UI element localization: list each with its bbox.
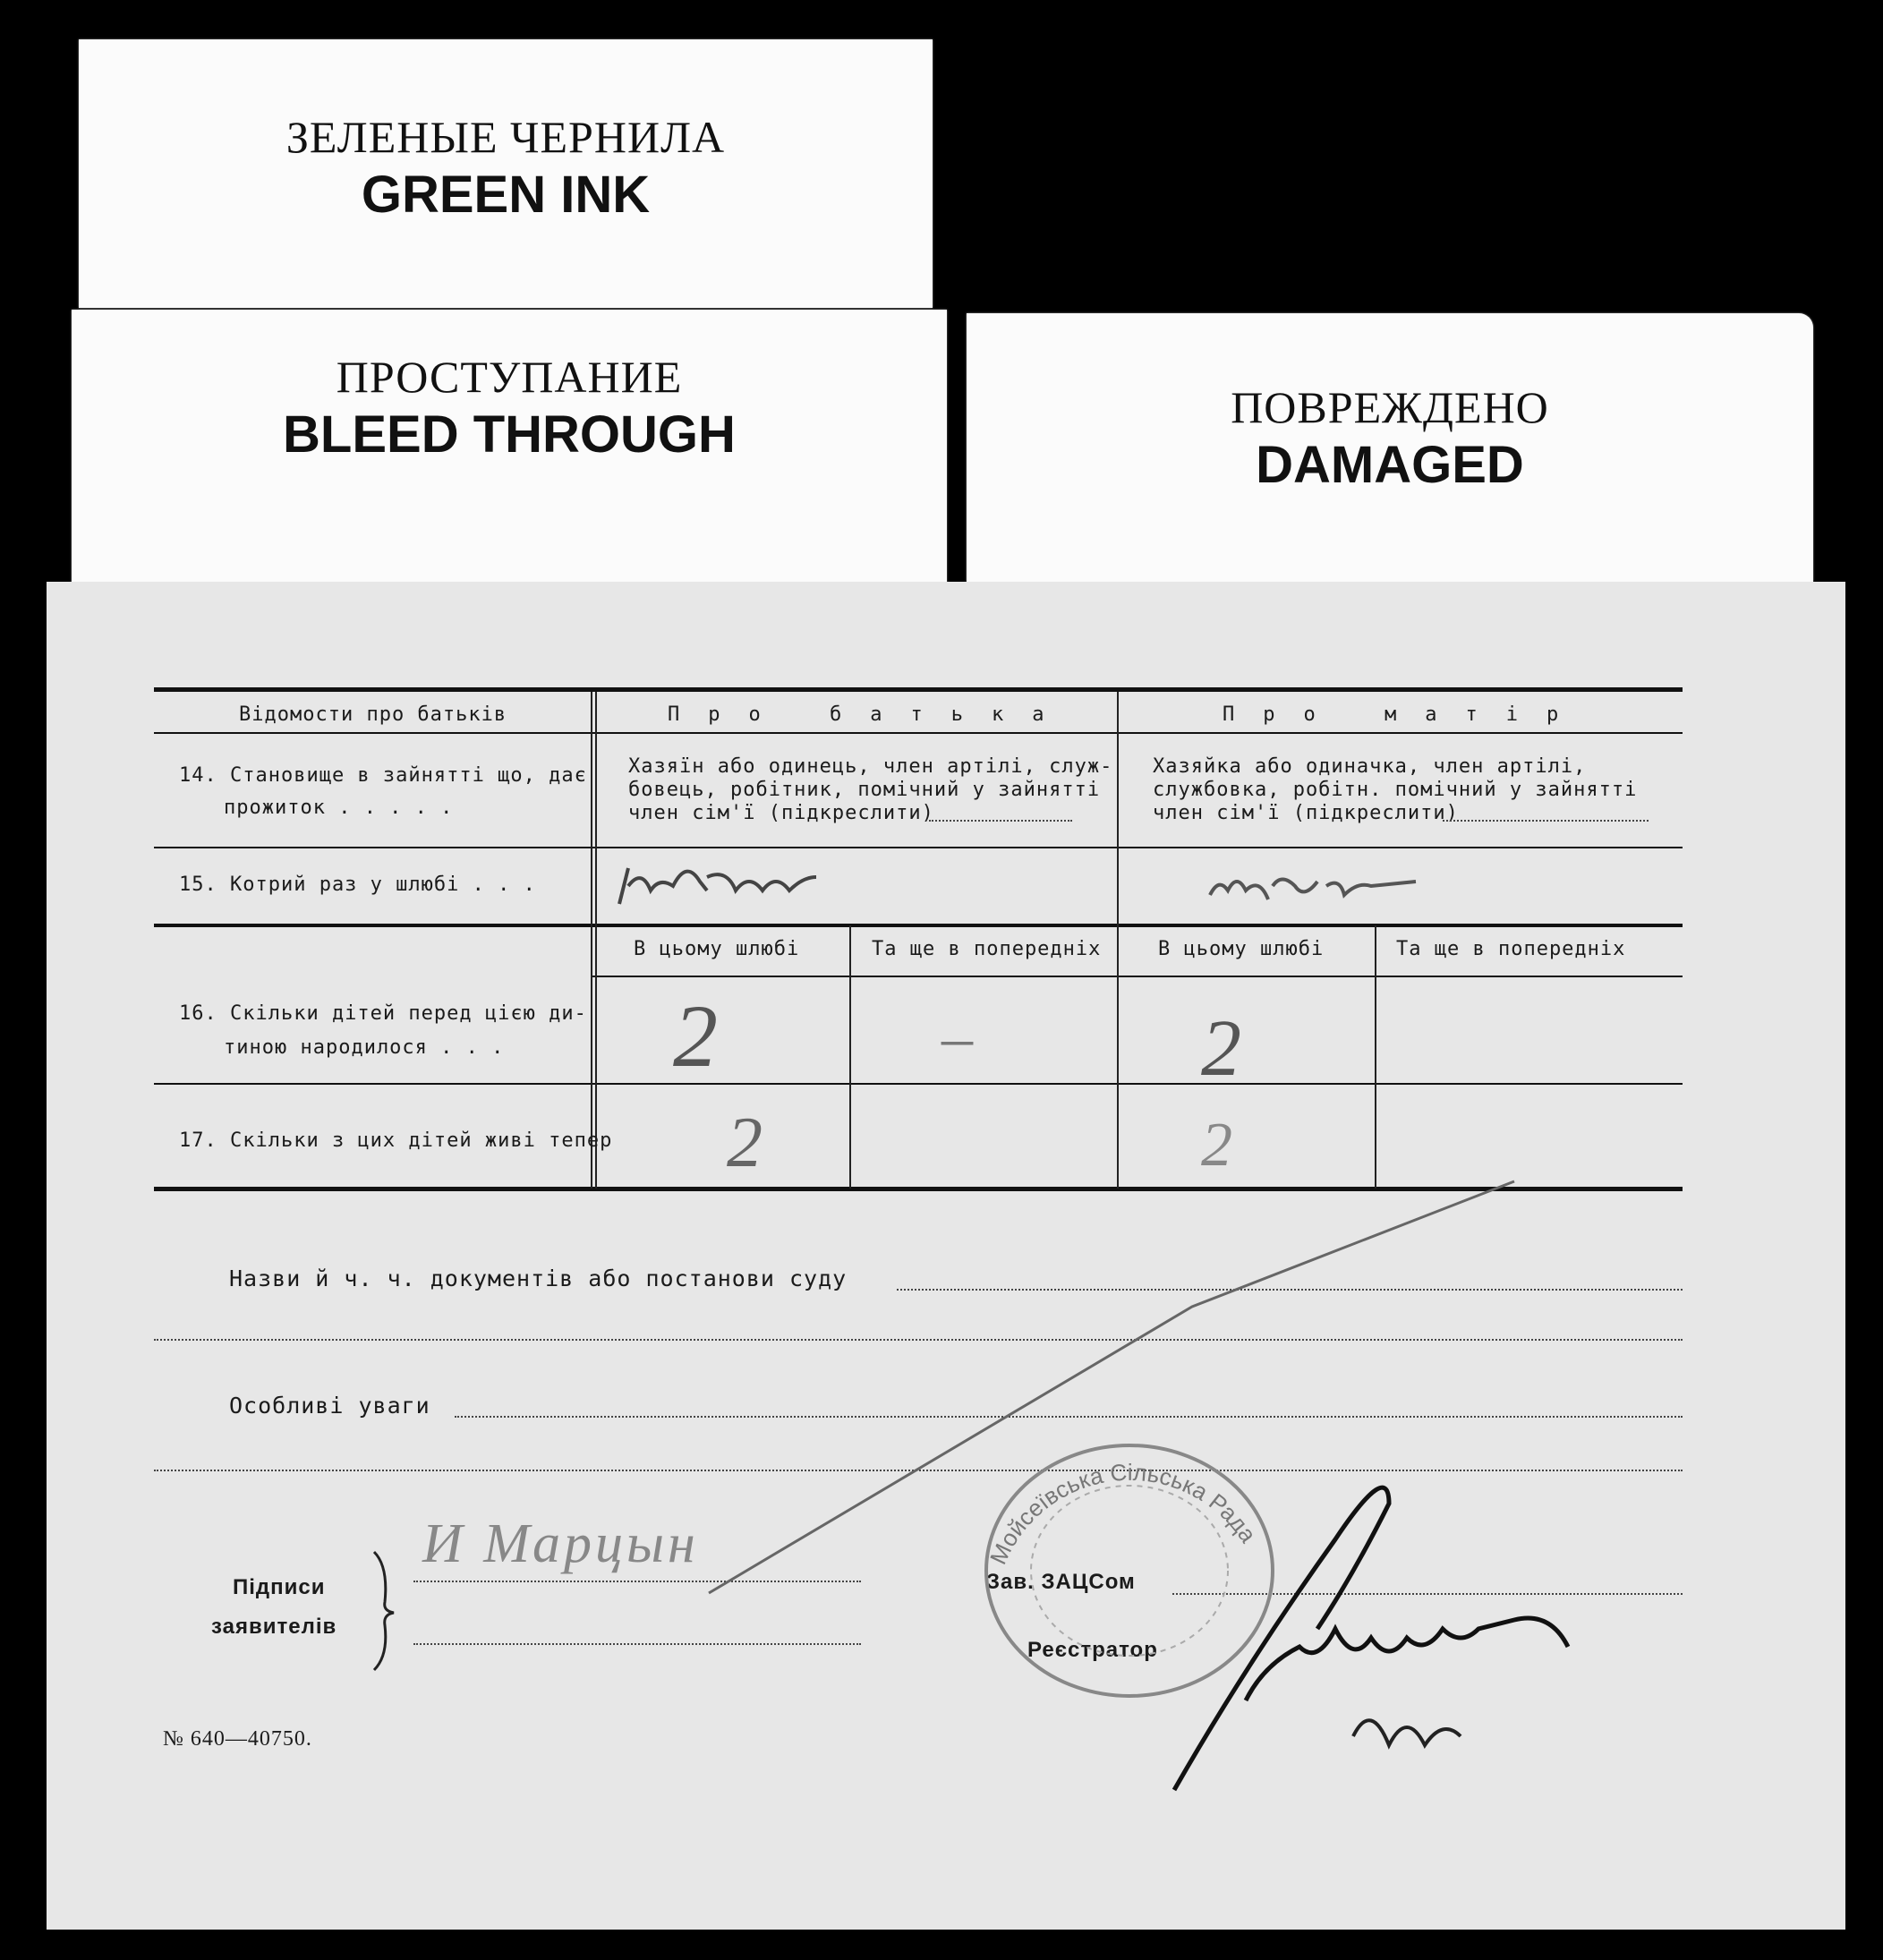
bleed-through-label-ru: ПРОСТУПАНИЕ <box>336 352 683 402</box>
row14-mother-line: член сім'ї (підкреслити) <box>1153 802 1459 824</box>
damaged-label-ru: ПОВРЕЖДЕНО <box>1231 382 1549 432</box>
row17-father-this: 2 <box>727 1104 763 1182</box>
damaged-label-en: DAMAGED <box>1256 436 1524 494</box>
stamp-text: Мойсеївська Сільська Рада <box>984 1458 1262 1569</box>
row14-mother-line: Хазяйка або одиначка, член артілі, <box>1153 755 1587 778</box>
fill-line <box>1443 820 1649 822</box>
row14-mother-line: службовка, робітн. помічний у зайнятті <box>1153 779 1638 801</box>
notes-label: Особливі уваги <box>229 1393 430 1419</box>
table-top-rule <box>154 687 1683 692</box>
applicant-signature: И Марцын <box>422 1513 699 1574</box>
row16-label: 16. Скільки дітей перед цією ди- <box>179 1002 587 1025</box>
signatures-label: Підписи <box>233 1575 326 1599</box>
row15-father-handwriting <box>601 850 870 922</box>
table-column-rule <box>1375 925 1376 1189</box>
pen-strokes <box>566 1163 1729 1808</box>
subheader-mother-this: В цьому шлюбі <box>1158 938 1325 960</box>
row16-father-this: 2 <box>673 986 719 1086</box>
head-label: Зав. ЗАЦСом <box>986 1570 1136 1594</box>
form-page <box>47 582 1845 1930</box>
row14-father-line: бовець, робітник, помічний у зайнятті <box>628 779 1101 801</box>
row15-mother-handwriting <box>1192 850 1461 922</box>
row17-label: 17. Скільки з цих дітей живі тепер <box>179 1129 613 1152</box>
header-parents-info: Відомости про батьків <box>239 703 507 726</box>
bleed-through-label-en: BLEED THROUGH <box>283 405 736 464</box>
row14-label-cont: прожиток . . . . . <box>224 797 454 819</box>
row16-mother-this: 2 <box>1201 1004 1242 1093</box>
header-father: Про батька <box>668 703 1073 726</box>
table-column-rule <box>849 925 851 1189</box>
table-rule <box>154 732 1683 734</box>
damaged-label-card <box>967 313 1813 582</box>
header-mother: Про матір <box>1223 703 1588 726</box>
bleed-through-label-card <box>72 310 947 587</box>
green-ink-label-ru: ЗЕЛЕНЫЕ ЧЕРНИЛА <box>285 112 726 162</box>
table-column-rule <box>591 692 592 1189</box>
green-ink-label-en: GREEN INK <box>361 166 651 224</box>
table-rule <box>592 976 1683 977</box>
row17-mother-this: 2 <box>1201 1111 1233 1180</box>
subheader-father-this: В цьому шлюбі <box>634 938 800 960</box>
table-rule <box>154 847 1683 848</box>
row14-father-line: Хазяїн або одинець, член артілі, служ- <box>628 755 1113 778</box>
signatures-brace <box>369 1548 405 1674</box>
documents-label: Назви й ч. ч. документів або постанови суду <box>229 1265 848 1291</box>
row14-father-line: член сім'ї (підкреслити) <box>628 802 934 824</box>
row16-label-cont: тиною народилося . . . <box>224 1036 505 1059</box>
row15-label: 15. Котрий раз у шлюбі . . . <box>179 873 536 896</box>
signatures-label-cont: заявителів <box>211 1615 337 1639</box>
table-rule <box>154 1083 1683 1085</box>
subheader-father-previous: Та ще в попередніх <box>872 938 1102 960</box>
fill-line <box>929 820 1072 822</box>
form-number: № 640—40750. <box>163 1727 312 1751</box>
green-ink-label-card <box>79 39 933 308</box>
subheader-mother-previous: Та ще в попередніх <box>1396 938 1626 960</box>
row14-label: 14. Становище в зайнятті що, дає <box>179 764 587 787</box>
registrar-label: Реєстратор <box>1027 1638 1158 1662</box>
table-column-rule <box>595 692 597 1189</box>
row16-father-previous: – <box>942 1003 974 1072</box>
table-column-rule <box>1117 692 1119 1189</box>
table-rule <box>154 924 1683 927</box>
